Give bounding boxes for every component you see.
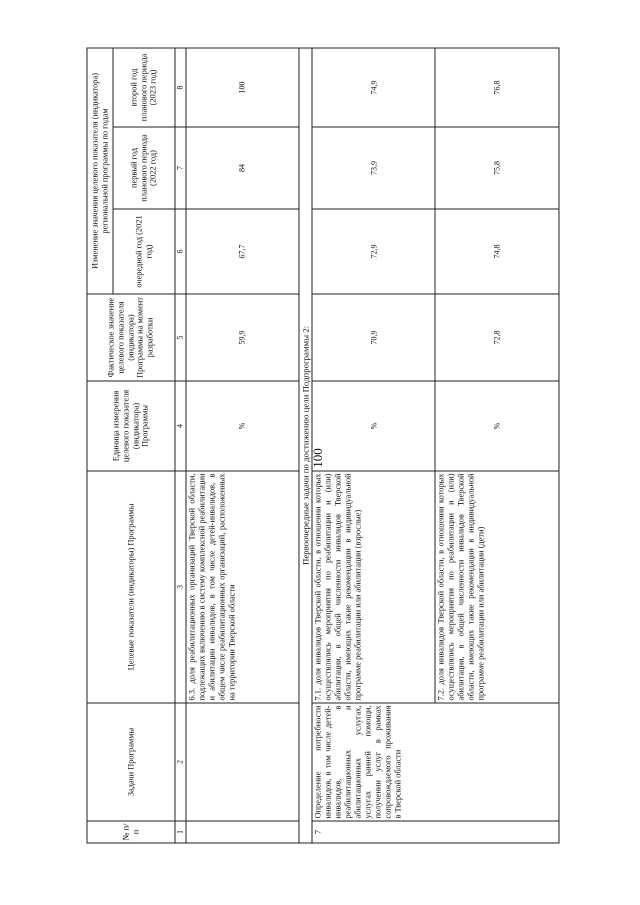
header-year-2021: очередной год (2021 год) xyxy=(113,209,175,294)
value-2023-6-3: 100 xyxy=(186,48,299,127)
value-2021-7-1: 72,9 xyxy=(312,209,435,294)
header-actual: Фактическое значение целевого показателя (индикатора) Программы на момент разработки xyxy=(87,294,175,381)
column-number: 4 xyxy=(175,381,186,471)
table-row-7-1 xyxy=(312,48,435,843)
header-no: № п/п xyxy=(87,821,175,843)
indicator-6-3: 6.3. доля реабилитационных организаций Тверской области, подлежащих включению в систему комплексной реабилитации и абилитации инвалидов, в том числе детей-инвалидов, в общем числе реабилитационных организаций, расположенных на территории Тверской области xyxy=(186,471,299,703)
value-2021-6-3: 67,7 xyxy=(186,209,299,294)
value-2023-7-2: 76,8 xyxy=(435,48,559,127)
rotated-table-container xyxy=(87,49,557,844)
unit-7-1: % xyxy=(312,381,435,471)
unit-7-2: % xyxy=(435,381,559,471)
value-2022-7-1: 73,9 xyxy=(312,127,435,209)
value-2022-7-2: 75,8 xyxy=(435,127,559,209)
header-unit: Единица измерения целевого показателя (индикатора) Программы xyxy=(87,381,175,471)
header-year-2023: второй год планового периода (2023 год) xyxy=(113,48,175,127)
column-number: 7 xyxy=(175,127,186,209)
section-title: Первоочередные задачи по достижению цели Подпрограммы 2: xyxy=(299,48,312,843)
header-indicators: Целевые показатели (индикаторы) Программы xyxy=(87,471,175,703)
column-number: 1 xyxy=(175,821,186,843)
value-2023-7-1: 74,9 xyxy=(312,48,435,127)
header-tasks: Задачи Программы xyxy=(87,703,175,821)
indicators-table xyxy=(87,47,560,843)
value-2022-6-3: 84 xyxy=(186,127,299,209)
indicator-7-1: 7.1. доля инвалидов Тверской области, в отношении которых осуществлялись мероприятия по реабилитации и (или) абилитации, в общей численности инвалидов Тверской области, имеющих такие рекомендации в индивидуальной программе реабилитации или абилитации (взрослые) xyxy=(312,471,435,703)
column-number: 8 xyxy=(175,48,186,127)
column-number: 2 xyxy=(175,703,186,821)
task-7: Определение потребности инвалидов, в том числе детей-инвалидов, в реабилитационных и абилитационных услугах, услугах ранней помощи, получении услуг в рамках сопровождаемого проживания в Тверской области xyxy=(312,703,559,821)
indicator-7-2: 7.2. доля инвалидов Тверской области, в отношении которых осуществлялись мероприятия по реабилитации и (или) абилитации, в общей численности инвалидов Тверской области, имеющих такие рекомендации в индивидуальной программе реабилитации или абилитации (дети) xyxy=(435,471,559,703)
table-row-6-3 xyxy=(186,48,299,843)
actual-7-1: 70,9 xyxy=(312,294,435,381)
column-number: 6 xyxy=(175,209,186,294)
column-numbers-row xyxy=(175,48,186,843)
actual-6-3: 59,9 xyxy=(186,294,299,381)
section-title-row xyxy=(299,48,312,843)
unit-6-3: % xyxy=(186,381,299,471)
header-row-1 xyxy=(87,48,113,843)
value-2021-7-2: 74,8 xyxy=(435,209,559,294)
page-number: 100 xyxy=(309,448,325,468)
cell-no-empty xyxy=(186,821,299,843)
column-number: 3 xyxy=(175,471,186,703)
column-number: 5 xyxy=(175,294,186,381)
header-change-group: Изменение значения целевого показателя (индикатора) региональной программы по годам xyxy=(87,48,113,294)
header-year-2022: первый год планового периода (2022 год) xyxy=(113,127,175,209)
cell-task-empty xyxy=(186,703,299,821)
actual-7-2: 72,8 xyxy=(435,294,559,381)
row-number-7: 7 xyxy=(312,821,559,843)
